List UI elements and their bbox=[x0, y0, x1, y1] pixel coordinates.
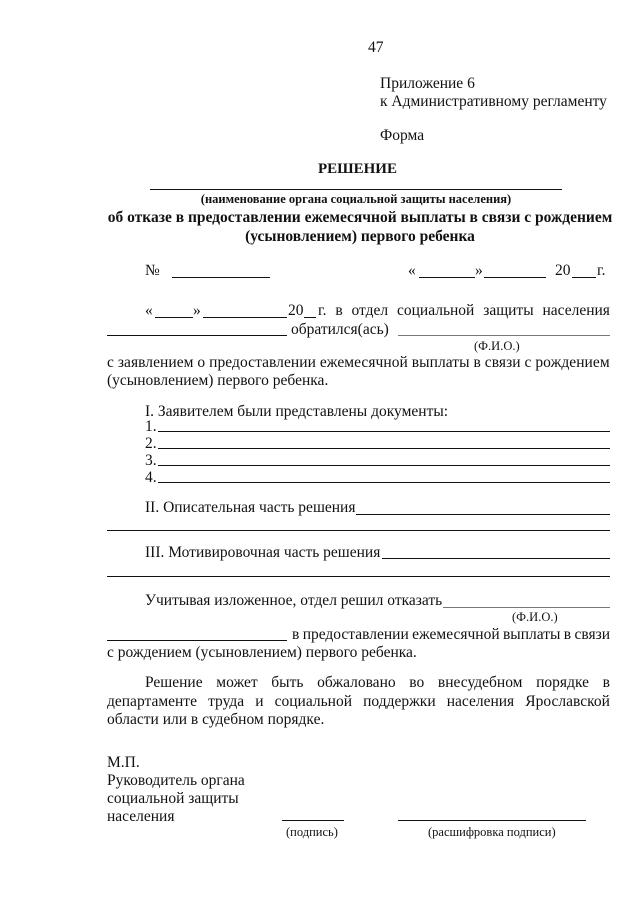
appeal-line-2-words bbox=[107, 694, 610, 710]
appendix-line-2: к Административному регламенту bbox=[380, 93, 607, 110]
applicant-prefix-field[interactable] bbox=[107, 335, 287, 336]
seal-mark: М.П. bbox=[107, 754, 140, 771]
head-title-line-2: социальной защиты bbox=[107, 790, 239, 807]
word: Ярославской bbox=[525, 693, 610, 710]
refused-person-name-field[interactable] bbox=[107, 640, 287, 641]
subject-line-1: об отказе в предоставлении ежемесячной выплаты в связи с рождением bbox=[107, 209, 613, 226]
word: в bbox=[563, 626, 572, 643]
word: поддержки bbox=[363, 693, 436, 710]
date-close-quote: » bbox=[475, 262, 483, 279]
word: ежемесячной bbox=[412, 626, 500, 643]
date-open-quote: « bbox=[408, 262, 416, 279]
date-day-field[interactable] bbox=[419, 277, 475, 278]
word: защиты bbox=[483, 302, 534, 319]
word: выплаты bbox=[502, 626, 561, 643]
head-title-line-3: населения bbox=[107, 808, 175, 825]
applied-text: обратился(ась) bbox=[291, 321, 389, 338]
organization-caption: (наименование органа социальной защиты населения) bbox=[200, 192, 512, 206]
appeal-line-3: области или в судебном порядке. bbox=[107, 711, 325, 728]
word: в bbox=[292, 626, 300, 643]
number-field[interactable] bbox=[172, 277, 270, 278]
descriptive-part-field-2[interactable] bbox=[107, 530, 610, 531]
signature-decoding-field[interactable] bbox=[398, 820, 586, 821]
appendix-line-1: Приложение 6 bbox=[380, 75, 475, 92]
document-item-1-field[interactable] bbox=[158, 431, 610, 432]
subject-line-2: (усыновлением) первого ребенка bbox=[245, 228, 475, 245]
form-label: Форма bbox=[380, 127, 425, 144]
intro-year-prefix: 20 bbox=[288, 302, 304, 319]
decision-line-3: с рождением (усыновлением) первого ребенка. bbox=[107, 644, 417, 661]
intro-line-1-words bbox=[318, 303, 610, 319]
date-month-field[interactable] bbox=[484, 277, 546, 278]
document-item-3-number: 3. bbox=[145, 452, 157, 469]
word: обжаловано bbox=[317, 674, 396, 691]
refused-person-fio-field[interactable] bbox=[443, 607, 610, 608]
intro-close-quote: » bbox=[193, 302, 201, 319]
word: связи bbox=[574, 626, 610, 643]
document-item-4-field[interactable] bbox=[158, 482, 610, 483]
word: порядке bbox=[536, 674, 589, 691]
intro-day-field[interactable] bbox=[155, 317, 193, 318]
word: внесудебном bbox=[437, 674, 523, 691]
signature-field[interactable] bbox=[282, 820, 344, 821]
document-title: РЕШЕНИЕ bbox=[318, 161, 397, 177]
appeal-line-1-words bbox=[145, 675, 610, 691]
word: населения bbox=[542, 302, 610, 319]
word: быть bbox=[271, 674, 304, 691]
head-title-line-1: Руководитель органа bbox=[107, 772, 245, 789]
document-item-1-number: 1. bbox=[145, 418, 157, 435]
word: во bbox=[409, 674, 425, 691]
document-item-3-field[interactable] bbox=[158, 465, 610, 466]
applicant-fio-caption: (Ф.И.О.) bbox=[474, 339, 520, 353]
word: департаменте bbox=[107, 693, 197, 710]
motivational-part-field-2[interactable] bbox=[107, 576, 610, 577]
number-sign: № bbox=[145, 262, 160, 279]
intro-line-3: с заявлением о предоставлении ежемесячной выплаты в связи с рождением bbox=[107, 354, 610, 371]
intro-open-quote: « bbox=[145, 302, 153, 319]
date-year-field[interactable] bbox=[572, 277, 596, 278]
intro-line-4: (усыновлением) первого ребенка. bbox=[107, 372, 329, 389]
word: социальной bbox=[274, 693, 352, 710]
word: Решение bbox=[145, 674, 203, 691]
organization-name-line[interactable] bbox=[150, 189, 562, 190]
page-number: 47 bbox=[368, 39, 384, 56]
motivational-part-label: III. Мотивировочная часть решения bbox=[145, 544, 381, 561]
applicant-fio-field[interactable] bbox=[398, 335, 610, 336]
intro-month-field[interactable] bbox=[203, 317, 287, 318]
document-item-2-field[interactable] bbox=[158, 448, 610, 449]
word: в bbox=[602, 674, 610, 691]
document-item-2-number: 2. bbox=[145, 435, 157, 452]
motivational-part-field-1[interactable] bbox=[382, 558, 610, 559]
descriptive-part-label: II. Описательная часть решения bbox=[145, 499, 356, 516]
date-year-suffix: г. bbox=[597, 262, 606, 279]
decision-text: Учитывая изложенное, отдел решил отказать bbox=[145, 592, 443, 609]
word: г. bbox=[318, 302, 327, 319]
signature-caption: (подпись) bbox=[286, 825, 338, 839]
signature-decoding-caption: (расшифровка подписи) bbox=[428, 825, 556, 839]
documents-heading: I. Заявителем были представлены документы: bbox=[145, 403, 449, 420]
refused-person-fio-caption: (Ф.И.О.) bbox=[512, 610, 558, 624]
date-year-prefix: 20 bbox=[555, 262, 571, 279]
word: социальной bbox=[396, 302, 475, 319]
word: труда bbox=[208, 693, 245, 710]
word: может bbox=[216, 674, 258, 691]
document-item-4-number: 4. bbox=[145, 469, 157, 486]
intro-year-field[interactable] bbox=[304, 317, 316, 318]
word: предоставлении bbox=[302, 626, 409, 643]
descriptive-part-field-1[interactable] bbox=[356, 514, 610, 515]
decision-line-2-words bbox=[292, 627, 610, 643]
word: отдел bbox=[351, 302, 389, 319]
word: населения bbox=[446, 693, 515, 710]
word: в bbox=[335, 302, 343, 319]
word: и bbox=[255, 693, 264, 710]
